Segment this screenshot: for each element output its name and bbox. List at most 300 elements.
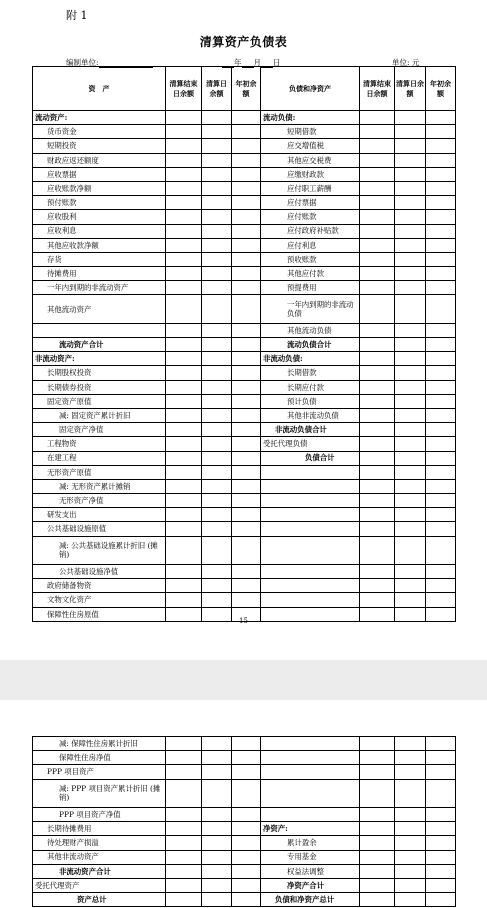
liability-year-begin-cell[interactable] bbox=[426, 338, 456, 352]
liability-label: 受托代理负债 bbox=[261, 437, 360, 451]
asset-liquidation-end-cell[interactable] bbox=[166, 196, 202, 210]
liability-liquidation-day-cell[interactable] bbox=[395, 836, 426, 850]
liability-liquidation-end-cell[interactable] bbox=[360, 850, 395, 864]
liability-year-begin-cell[interactable] bbox=[426, 238, 456, 252]
liability-liquidation-day-cell[interactable] bbox=[395, 111, 426, 125]
liability-liquidation-end-cell[interactable] bbox=[360, 565, 395, 579]
asset-label: 无形资产原值 bbox=[33, 465, 166, 479]
liability-liquidation-day-cell[interactable] bbox=[395, 479, 426, 493]
asset-liquidation-end-cell[interactable] bbox=[166, 408, 202, 422]
liability-liquidation-day-cell[interactable] bbox=[395, 893, 426, 907]
asset-year-begin-cell[interactable] bbox=[232, 153, 261, 167]
table-row bbox=[33, 836, 456, 850]
liability-liquidation-end-cell[interactable] bbox=[360, 210, 395, 224]
asset-year-begin-cell[interactable] bbox=[232, 822, 261, 836]
liability-liquidation-day-cell[interactable] bbox=[395, 181, 426, 195]
asset-liquidation-day-cell[interactable] bbox=[202, 323, 232, 337]
asset-liquidation-day-cell[interactable] bbox=[202, 338, 232, 352]
liability-year-begin-cell[interactable] bbox=[426, 579, 456, 593]
liability-liquidation-day-cell[interactable] bbox=[395, 579, 426, 593]
liability-liquidation-end-cell[interactable] bbox=[360, 281, 395, 295]
liability-year-begin-cell[interactable] bbox=[426, 508, 456, 522]
asset-liquidation-day-cell[interactable] bbox=[202, 153, 232, 167]
asset-year-begin-cell[interactable] bbox=[232, 267, 261, 281]
asset-year-begin-cell[interactable] bbox=[232, 125, 261, 139]
liability-year-begin-cell[interactable] bbox=[426, 295, 456, 323]
asset-liquidation-end-cell[interactable] bbox=[166, 352, 202, 366]
asset-liquidation-end-cell[interactable] bbox=[166, 522, 202, 536]
asset-year-begin-cell[interactable] bbox=[232, 893, 261, 907]
asset-liquidation-end-cell[interactable] bbox=[166, 366, 202, 380]
asset-liquidation-day-cell[interactable] bbox=[202, 565, 232, 579]
table-row bbox=[33, 494, 456, 508]
asset-label: 其他应收款净额 bbox=[33, 238, 166, 252]
liability-label bbox=[261, 579, 360, 593]
liability-liquidation-day-cell[interactable] bbox=[395, 878, 426, 892]
liability-year-begin-cell[interactable] bbox=[426, 323, 456, 337]
asset-liquidation-day-cell[interactable] bbox=[202, 779, 232, 807]
table-row bbox=[33, 822, 456, 836]
liability-liquidation-day-cell[interactable] bbox=[395, 451, 426, 465]
asset-liquidation-day-cell[interactable] bbox=[202, 822, 232, 836]
asset-liquidation-day-cell[interactable] bbox=[202, 479, 232, 493]
liability-liquidation-end-cell[interactable] bbox=[360, 864, 395, 878]
liability-liquidation-end-cell[interactable] bbox=[360, 465, 395, 479]
asset-liquidation-day-cell[interactable] bbox=[202, 181, 232, 195]
liability-liquidation-day-cell[interactable] bbox=[395, 522, 426, 536]
liability-year-begin-cell[interactable] bbox=[426, 437, 456, 451]
liability-label: 应付利息 bbox=[261, 238, 360, 252]
asset-year-begin-cell[interactable] bbox=[232, 281, 261, 295]
asset-liquidation-end-cell[interactable] bbox=[166, 210, 202, 224]
asset-year-begin-cell[interactable] bbox=[232, 196, 261, 210]
liability-liquidation-day-cell[interactable] bbox=[395, 238, 426, 252]
liability-year-begin-cell[interactable] bbox=[426, 751, 456, 765]
asset-year-begin-cell[interactable] bbox=[232, 394, 261, 408]
asset-liquidation-day-cell[interactable] bbox=[202, 451, 232, 465]
liability-liquidation-day-cell[interactable] bbox=[395, 508, 426, 522]
asset-liquidation-end-cell[interactable] bbox=[166, 281, 202, 295]
header-assets: 资 产 bbox=[33, 67, 166, 111]
asset-liquidation-end-cell[interactable] bbox=[166, 737, 202, 751]
liability-year-begin-cell[interactable] bbox=[426, 125, 456, 139]
liability-liquidation-end-cell[interactable] bbox=[360, 366, 395, 380]
asset-year-begin-cell[interactable] bbox=[232, 338, 261, 352]
asset-label: 一年内到期的非流动资产 bbox=[33, 281, 166, 295]
asset-year-begin-cell[interactable] bbox=[232, 878, 261, 892]
liability-liquidation-day-cell[interactable] bbox=[395, 807, 426, 821]
asset-liquidation-end-cell[interactable] bbox=[166, 437, 202, 451]
asset-liquidation-end-cell[interactable] bbox=[166, 394, 202, 408]
asset-liquidation-end-cell[interactable] bbox=[166, 864, 202, 878]
asset-liquidation-end-cell[interactable] bbox=[166, 508, 202, 522]
liability-year-begin-cell[interactable] bbox=[426, 465, 456, 479]
liability-liquidation-end-cell[interactable] bbox=[360, 352, 395, 366]
asset-liquidation-day-cell[interactable] bbox=[202, 281, 232, 295]
asset-year-begin-cell[interactable] bbox=[232, 565, 261, 579]
asset-liquidation-day-cell[interactable] bbox=[202, 196, 232, 210]
liability-liquidation-end-cell[interactable] bbox=[360, 807, 395, 821]
liability-year-begin-cell[interactable] bbox=[426, 536, 456, 564]
asset-year-begin-cell[interactable] bbox=[232, 751, 261, 765]
liability-label: 应缴财政款 bbox=[261, 167, 360, 181]
asset-liquidation-end-cell[interactable] bbox=[166, 153, 202, 167]
liability-year-begin-cell[interactable] bbox=[426, 864, 456, 878]
liability-liquidation-end-cell[interactable] bbox=[360, 125, 395, 139]
asset-year-begin-cell[interactable] bbox=[232, 210, 261, 224]
liability-liquidation-end-cell[interactable] bbox=[360, 522, 395, 536]
table-row bbox=[33, 479, 456, 493]
asset-liquidation-end-cell[interactable] bbox=[166, 167, 202, 181]
asset-liquidation-end-cell[interactable] bbox=[166, 465, 202, 479]
liability-liquidation-end-cell[interactable] bbox=[360, 494, 395, 508]
liability-liquidation-end-cell[interactable] bbox=[360, 167, 395, 181]
asset-liquidation-day-cell[interactable] bbox=[202, 380, 232, 394]
liability-year-begin-cell[interactable] bbox=[426, 593, 456, 607]
asset-liquidation-end-cell[interactable] bbox=[166, 181, 202, 195]
asset-liquidation-end-cell[interactable] bbox=[166, 338, 202, 352]
liability-liquidation-day-cell[interactable] bbox=[395, 125, 426, 139]
liability-liquidation-day-cell[interactable] bbox=[395, 536, 426, 564]
asset-year-begin-cell[interactable] bbox=[232, 737, 261, 751]
asset-liquidation-day-cell[interactable] bbox=[202, 864, 232, 878]
asset-liquidation-day-cell[interactable] bbox=[202, 765, 232, 779]
liability-liquidation-day-cell[interactable] bbox=[395, 423, 426, 437]
liability-year-begin-cell[interactable] bbox=[426, 366, 456, 380]
asset-year-begin-cell[interactable] bbox=[232, 224, 261, 238]
liability-year-begin-cell[interactable] bbox=[426, 494, 456, 508]
asset-year-begin-cell[interactable] bbox=[232, 437, 261, 451]
asset-label bbox=[33, 323, 166, 337]
asset-liquidation-day-cell[interactable] bbox=[202, 850, 232, 864]
asset-liquidation-end-cell[interactable] bbox=[166, 779, 202, 807]
asset-year-begin-cell[interactable] bbox=[232, 252, 261, 266]
asset-liquidation-end-cell[interactable] bbox=[166, 323, 202, 337]
table-row bbox=[33, 352, 456, 366]
asset-year-begin-cell[interactable] bbox=[232, 807, 261, 821]
liability-liquidation-end-cell[interactable] bbox=[360, 323, 395, 337]
asset-liquidation-end-cell[interactable] bbox=[166, 494, 202, 508]
liability-year-begin-cell[interactable] bbox=[426, 479, 456, 493]
liability-year-begin-cell[interactable] bbox=[426, 139, 456, 153]
asset-liquidation-day-cell[interactable] bbox=[202, 139, 232, 153]
liability-liquidation-day-cell[interactable] bbox=[395, 139, 426, 153]
liability-year-begin-cell[interactable] bbox=[426, 252, 456, 266]
liability-liquidation-day-cell[interactable] bbox=[395, 850, 426, 864]
liability-liquidation-end-cell[interactable] bbox=[360, 451, 395, 465]
asset-label: 应收股利 bbox=[33, 210, 166, 224]
liability-liquidation-day-cell[interactable] bbox=[395, 210, 426, 224]
liability-label: 应付账款 bbox=[261, 210, 360, 224]
asset-year-begin-cell[interactable] bbox=[232, 494, 261, 508]
asset-liquidation-end-cell[interactable] bbox=[166, 822, 202, 836]
liability-liquidation-day-cell[interactable] bbox=[395, 465, 426, 479]
asset-year-begin-cell[interactable] bbox=[232, 238, 261, 252]
asset-liquidation-end-cell[interactable] bbox=[166, 380, 202, 394]
asset-label: PPP 项目资产净值 bbox=[33, 807, 166, 821]
asset-liquidation-day-cell[interactable] bbox=[202, 508, 232, 522]
asset-year-begin-cell[interactable] bbox=[232, 139, 261, 153]
liability-liquidation-end-cell[interactable] bbox=[360, 479, 395, 493]
asset-year-begin-cell[interactable] bbox=[232, 451, 261, 465]
liability-year-begin-cell[interactable] bbox=[426, 850, 456, 864]
asset-liquidation-day-cell[interactable] bbox=[202, 366, 232, 380]
asset-year-begin-cell[interactable] bbox=[232, 522, 261, 536]
asset-year-begin-cell[interactable] bbox=[232, 779, 261, 807]
header-liquidation-day: 清算日余额 bbox=[202, 67, 232, 111]
balance-sheet-table bbox=[32, 66, 456, 622]
liability-liquidation-day-cell[interactable] bbox=[395, 338, 426, 352]
liability-year-begin-cell[interactable] bbox=[426, 196, 456, 210]
table-row bbox=[33, 536, 456, 564]
liability-liquidation-end-cell[interactable] bbox=[360, 295, 395, 323]
asset-year-begin-cell[interactable] bbox=[232, 836, 261, 850]
asset-year-begin-cell[interactable] bbox=[232, 479, 261, 493]
liability-year-begin-cell[interactable] bbox=[426, 765, 456, 779]
liability-year-begin-cell[interactable] bbox=[426, 167, 456, 181]
asset-year-begin-cell[interactable] bbox=[232, 167, 261, 181]
liability-year-begin-cell[interactable] bbox=[426, 451, 456, 465]
liability-liquidation-end-cell[interactable] bbox=[360, 139, 395, 153]
liability-liquidation-day-cell[interactable] bbox=[395, 822, 426, 836]
day-label: 日 bbox=[273, 58, 281, 67]
asset-year-begin-cell[interactable] bbox=[232, 593, 261, 607]
asset-liquidation-end-cell[interactable] bbox=[166, 536, 202, 564]
asset-liquidation-day-cell[interactable] bbox=[202, 878, 232, 892]
liability-liquidation-day-cell[interactable] bbox=[395, 864, 426, 878]
liability-year-begin-cell[interactable] bbox=[426, 267, 456, 281]
asset-liquidation-day-cell[interactable] bbox=[202, 494, 232, 508]
liability-year-begin-cell[interactable] bbox=[426, 836, 456, 850]
liability-liquidation-day-cell[interactable] bbox=[395, 224, 426, 238]
asset-label: 其他非流动资产 bbox=[33, 850, 166, 864]
asset-year-begin-cell[interactable] bbox=[232, 423, 261, 437]
liability-liquidation-end-cell[interactable] bbox=[360, 779, 395, 807]
liability-liquidation-end-cell[interactable] bbox=[360, 423, 395, 437]
liability-year-begin-cell[interactable] bbox=[426, 423, 456, 437]
asset-liquidation-end-cell[interactable] bbox=[166, 125, 202, 139]
table-row bbox=[33, 394, 456, 408]
asset-liquidation-day-cell[interactable] bbox=[202, 224, 232, 238]
table-row bbox=[33, 338, 456, 352]
liability-liquidation-day-cell[interactable] bbox=[395, 267, 426, 281]
liability-liquidation-end-cell[interactable] bbox=[360, 737, 395, 751]
liability-year-begin-cell[interactable] bbox=[426, 394, 456, 408]
liability-year-begin-cell[interactable] bbox=[426, 822, 456, 836]
liability-liquidation-end-cell[interactable] bbox=[360, 751, 395, 765]
asset-liquidation-day-cell[interactable] bbox=[202, 111, 232, 125]
liability-liquidation-end-cell[interactable] bbox=[360, 380, 395, 394]
asset-liquidation-day-cell[interactable] bbox=[202, 522, 232, 536]
table-row bbox=[33, 864, 456, 878]
liability-liquidation-end-cell[interactable] bbox=[360, 111, 395, 125]
asset-year-begin-cell[interactable] bbox=[232, 579, 261, 593]
asset-liquidation-end-cell[interactable] bbox=[166, 878, 202, 892]
asset-year-begin-cell[interactable] bbox=[232, 323, 261, 337]
liability-label: 非流动负债: bbox=[261, 352, 360, 366]
asset-liquidation-end-cell[interactable] bbox=[166, 479, 202, 493]
liability-liquidation-day-cell[interactable] bbox=[395, 437, 426, 451]
asset-liquidation-end-cell[interactable] bbox=[166, 267, 202, 281]
liability-year-begin-cell[interactable] bbox=[426, 380, 456, 394]
asset-year-begin-cell[interactable] bbox=[232, 380, 261, 394]
liability-year-begin-cell[interactable] bbox=[426, 807, 456, 821]
liability-liquidation-day-cell[interactable] bbox=[395, 295, 426, 323]
liability-year-begin-cell[interactable] bbox=[426, 737, 456, 751]
liability-year-begin-cell[interactable] bbox=[426, 878, 456, 892]
liability-liquidation-end-cell[interactable] bbox=[360, 238, 395, 252]
asset-liquidation-day-cell[interactable] bbox=[202, 167, 232, 181]
liability-liquidation-day-cell[interactable] bbox=[395, 167, 426, 181]
liability-liquidation-end-cell[interactable] bbox=[360, 836, 395, 850]
asset-label: 工程物资 bbox=[33, 437, 166, 451]
asset-liquidation-day-cell[interactable] bbox=[202, 437, 232, 451]
asset-liquidation-day-cell[interactable] bbox=[202, 836, 232, 850]
asset-year-begin-cell[interactable] bbox=[232, 111, 261, 125]
liability-liquidation-end-cell[interactable] bbox=[360, 893, 395, 907]
liability-liquidation-day-cell[interactable] bbox=[395, 593, 426, 607]
asset-year-begin-cell[interactable] bbox=[232, 181, 261, 195]
asset-year-begin-cell[interactable] bbox=[232, 465, 261, 479]
liability-liquidation-day-cell[interactable] bbox=[395, 281, 426, 295]
asset-liquidation-day-cell[interactable] bbox=[202, 751, 232, 765]
liability-liquidation-day-cell[interactable] bbox=[395, 352, 426, 366]
asset-year-begin-cell[interactable] bbox=[232, 508, 261, 522]
liability-liquidation-day-cell[interactable] bbox=[395, 779, 426, 807]
liability-liquidation-end-cell[interactable] bbox=[360, 224, 395, 238]
table-row bbox=[33, 878, 456, 892]
asset-liquidation-day-cell[interactable] bbox=[202, 394, 232, 408]
asset-liquidation-end-cell[interactable] bbox=[166, 850, 202, 864]
liability-year-begin-cell[interactable] bbox=[426, 408, 456, 422]
asset-liquidation-day-cell[interactable] bbox=[202, 737, 232, 751]
liability-liquidation-day-cell[interactable] bbox=[395, 323, 426, 337]
asset-year-begin-cell[interactable] bbox=[232, 352, 261, 366]
asset-liquidation-end-cell[interactable] bbox=[166, 451, 202, 465]
asset-liquidation-day-cell[interactable] bbox=[202, 125, 232, 139]
year-label: 年 bbox=[234, 58, 242, 67]
liability-liquidation-end-cell[interactable] bbox=[360, 765, 395, 779]
asset-liquidation-day-cell[interactable] bbox=[202, 593, 232, 607]
asset-liquidation-day-cell[interactable] bbox=[202, 579, 232, 593]
asset-liquidation-day-cell[interactable] bbox=[202, 408, 232, 422]
liability-liquidation-end-cell[interactable] bbox=[360, 252, 395, 266]
liability-year-begin-cell[interactable] bbox=[426, 281, 456, 295]
liability-liquidation-end-cell[interactable] bbox=[360, 338, 395, 352]
liability-liquidation-end-cell[interactable] bbox=[360, 153, 395, 167]
asset-liquidation-day-cell[interactable] bbox=[202, 352, 232, 366]
liability-year-begin-cell[interactable] bbox=[426, 779, 456, 807]
liability-year-begin-cell[interactable] bbox=[426, 352, 456, 366]
liability-liquidation-end-cell[interactable] bbox=[360, 822, 395, 836]
liability-year-begin-cell[interactable] bbox=[426, 224, 456, 238]
liability-year-begin-cell[interactable] bbox=[426, 111, 456, 125]
liability-liquidation-end-cell[interactable] bbox=[360, 267, 395, 281]
liability-liquidation-end-cell[interactable] bbox=[360, 579, 395, 593]
asset-liquidation-end-cell[interactable] bbox=[166, 593, 202, 607]
liability-liquidation-day-cell[interactable] bbox=[395, 252, 426, 266]
asset-label: 应收票据 bbox=[33, 167, 166, 181]
liability-liquidation-end-cell[interactable] bbox=[360, 536, 395, 564]
asset-liquidation-day-cell[interactable] bbox=[202, 536, 232, 564]
liability-liquidation-day-cell[interactable] bbox=[395, 196, 426, 210]
liability-label: 一年内到期的非流动负债 bbox=[261, 295, 360, 323]
asset-year-begin-cell[interactable] bbox=[232, 765, 261, 779]
liability-year-begin-cell[interactable] bbox=[426, 181, 456, 195]
liability-liquidation-end-cell[interactable] bbox=[360, 878, 395, 892]
asset-year-begin-cell[interactable] bbox=[232, 536, 261, 564]
asset-liquidation-day-cell[interactable] bbox=[202, 423, 232, 437]
asset-liquidation-end-cell[interactable] bbox=[166, 579, 202, 593]
header-liabilities: 负债和净资产 bbox=[261, 67, 360, 111]
asset-liquidation-day-cell[interactable] bbox=[202, 267, 232, 281]
asset-liquidation-day-cell[interactable] bbox=[202, 295, 232, 323]
asset-liquidation-end-cell[interactable] bbox=[166, 423, 202, 437]
liability-year-begin-cell[interactable] bbox=[426, 210, 456, 224]
asset-liquidation-day-cell[interactable] bbox=[202, 807, 232, 821]
asset-liquidation-day-cell[interactable] bbox=[202, 893, 232, 907]
asset-liquidation-end-cell[interactable] bbox=[166, 224, 202, 238]
liability-liquidation-end-cell[interactable] bbox=[360, 408, 395, 422]
liability-year-begin-cell[interactable] bbox=[426, 565, 456, 579]
asset-liquidation-end-cell[interactable] bbox=[166, 893, 202, 907]
asset-liquidation-end-cell[interactable] bbox=[166, 139, 202, 153]
asset-label: 流动资产: bbox=[33, 111, 166, 125]
liability-label: 长期借款 bbox=[261, 366, 360, 380]
liability-liquidation-day-cell[interactable] bbox=[395, 380, 426, 394]
asset-liquidation-end-cell[interactable] bbox=[166, 295, 202, 323]
asset-liquidation-end-cell[interactable] bbox=[166, 565, 202, 579]
liability-liquidation-day-cell[interactable] bbox=[395, 394, 426, 408]
asset-year-begin-cell[interactable] bbox=[232, 295, 261, 323]
liability-liquidation-end-cell[interactable] bbox=[360, 181, 395, 195]
asset-year-begin-cell[interactable] bbox=[232, 408, 261, 422]
asset-liquidation-end-cell[interactable] bbox=[166, 836, 202, 850]
liability-liquidation-day-cell[interactable] bbox=[395, 751, 426, 765]
page-title: 清算资产负债表 bbox=[199, 35, 288, 49]
liability-liquidation-end-cell[interactable] bbox=[360, 593, 395, 607]
liability-liquidation-end-cell[interactable] bbox=[360, 196, 395, 210]
asset-liquidation-end-cell[interactable] bbox=[166, 807, 202, 821]
asset-liquidation-end-cell[interactable] bbox=[166, 751, 202, 765]
asset-year-begin-cell[interactable] bbox=[232, 850, 261, 864]
asset-year-begin-cell[interactable] bbox=[232, 864, 261, 878]
asset-liquidation-day-cell[interactable] bbox=[202, 238, 232, 252]
liability-liquidation-end-cell[interactable] bbox=[360, 437, 395, 451]
liability-liquidation-day-cell[interactable] bbox=[395, 565, 426, 579]
liability-liquidation-day-cell[interactable] bbox=[395, 765, 426, 779]
liability-liquidation-day-cell[interactable] bbox=[395, 494, 426, 508]
asset-label: 预付账款 bbox=[33, 196, 166, 210]
asset-liquidation-day-cell[interactable] bbox=[202, 465, 232, 479]
liability-liquidation-day-cell[interactable] bbox=[395, 408, 426, 422]
asset-liquidation-day-cell[interactable] bbox=[202, 210, 232, 224]
liability-liquidation-day-cell[interactable] bbox=[395, 153, 426, 167]
liability-year-begin-cell[interactable] bbox=[426, 893, 456, 907]
asset-liquidation-end-cell[interactable] bbox=[166, 111, 202, 125]
asset-liquidation-end-cell[interactable] bbox=[166, 765, 202, 779]
liability-liquidation-day-cell[interactable] bbox=[395, 737, 426, 751]
liability-year-begin-cell[interactable] bbox=[426, 522, 456, 536]
asset-liquidation-end-cell[interactable] bbox=[166, 252, 202, 266]
asset-liquidation-end-cell[interactable] bbox=[166, 238, 202, 252]
liability-liquidation-end-cell[interactable] bbox=[360, 508, 395, 522]
asset-year-begin-cell[interactable] bbox=[232, 366, 261, 380]
liability-liquidation-end-cell[interactable] bbox=[360, 394, 395, 408]
asset-liquidation-day-cell[interactable] bbox=[202, 252, 232, 266]
liability-liquidation-day-cell[interactable] bbox=[395, 366, 426, 380]
liability-year-begin-cell[interactable] bbox=[426, 153, 456, 167]
